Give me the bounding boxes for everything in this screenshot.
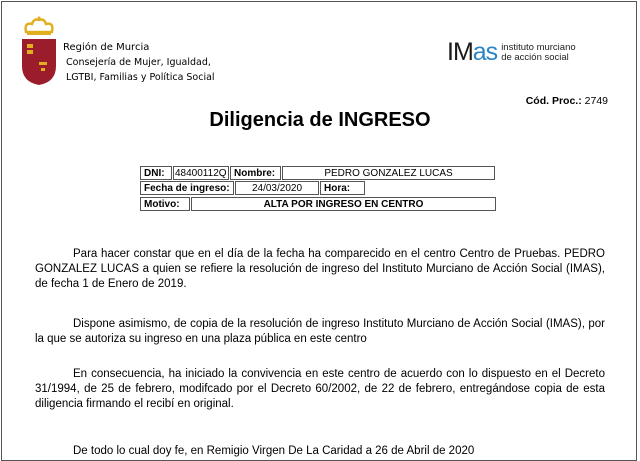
nombre-label: Nombre: bbox=[230, 166, 281, 180]
imas-logo bbox=[447, 38, 576, 67]
imas-line2: de acción social bbox=[501, 51, 569, 63]
org-name: Región de Murcia bbox=[63, 42, 150, 53]
org-department-line1: Consejería de Mujer, Igualdad, bbox=[66, 57, 211, 68]
form-row-dni bbox=[140, 166, 496, 180]
cod-proc bbox=[526, 95, 608, 107]
paragraph-doy-fe: De todo lo cual doy fe, en Remigio Virgen De La Caridad a 26 de Abril de 2020 bbox=[73, 445, 475, 457]
region-murcia-coat-of-arms-icon bbox=[20, 16, 58, 86]
fecha-value: 24/03/2020 bbox=[235, 181, 319, 195]
page-title: Diligencia de INGRESO bbox=[209, 109, 431, 131]
organization-name bbox=[63, 40, 215, 85]
cod-proc-label: Cód. Proc.: bbox=[525, 95, 582, 107]
motivo-value: ALTA POR INGRESO EN CENTRO bbox=[191, 197, 496, 211]
nombre-value: PEDRO GONZALEZ LUCAS bbox=[282, 166, 495, 180]
imas-wordmark: IMas bbox=[447, 38, 498, 66]
paragraph-consecuencia: En consecuencia, ha iniciado la convivencia en este centro de acuerdo con lo dispuesto en el Decreto 31/1994, de 25 de febrero, modifcado por el Decreto 60/2002, de 22 de febrero, entregándose copia de esta diligencia firmando el recibí en original. bbox=[35, 368, 605, 410]
cod-proc-value: 2749 bbox=[584, 95, 608, 107]
dni-label: DNI: bbox=[140, 166, 172, 180]
imas-line1: instituto murciano bbox=[501, 41, 576, 53]
form-row-motivo bbox=[140, 197, 497, 211]
paragraph-comparecencia: Para hacer constar que en el día de la fecha ha comparecido en el centro Centro de Pruebas. PEDRO GONZALEZ LUCAS a quien se refiere la resolución de ingreso del Instituto Murciano de Acción Social (IMAS), de fecha 1 de Enero de 2019. bbox=[35, 248, 605, 290]
org-department-line2: LGTBI, Familias y Política Social bbox=[66, 72, 215, 83]
paragraph-dispone: Dispone asimismo, de copia de la resolución de ingreso Instituto Murciano de Acción Social (IMAS), por la que se autoriza su ingreso en una plaza pública en este centro bbox=[35, 318, 605, 345]
fecha-label: Fecha de ingreso: bbox=[140, 181, 234, 195]
dni-value: 48400112Q bbox=[173, 166, 229, 180]
motivo-label: Motivo: bbox=[140, 197, 190, 211]
hora-label: Hora: bbox=[320, 181, 365, 195]
form-row-fecha bbox=[140, 181, 366, 195]
